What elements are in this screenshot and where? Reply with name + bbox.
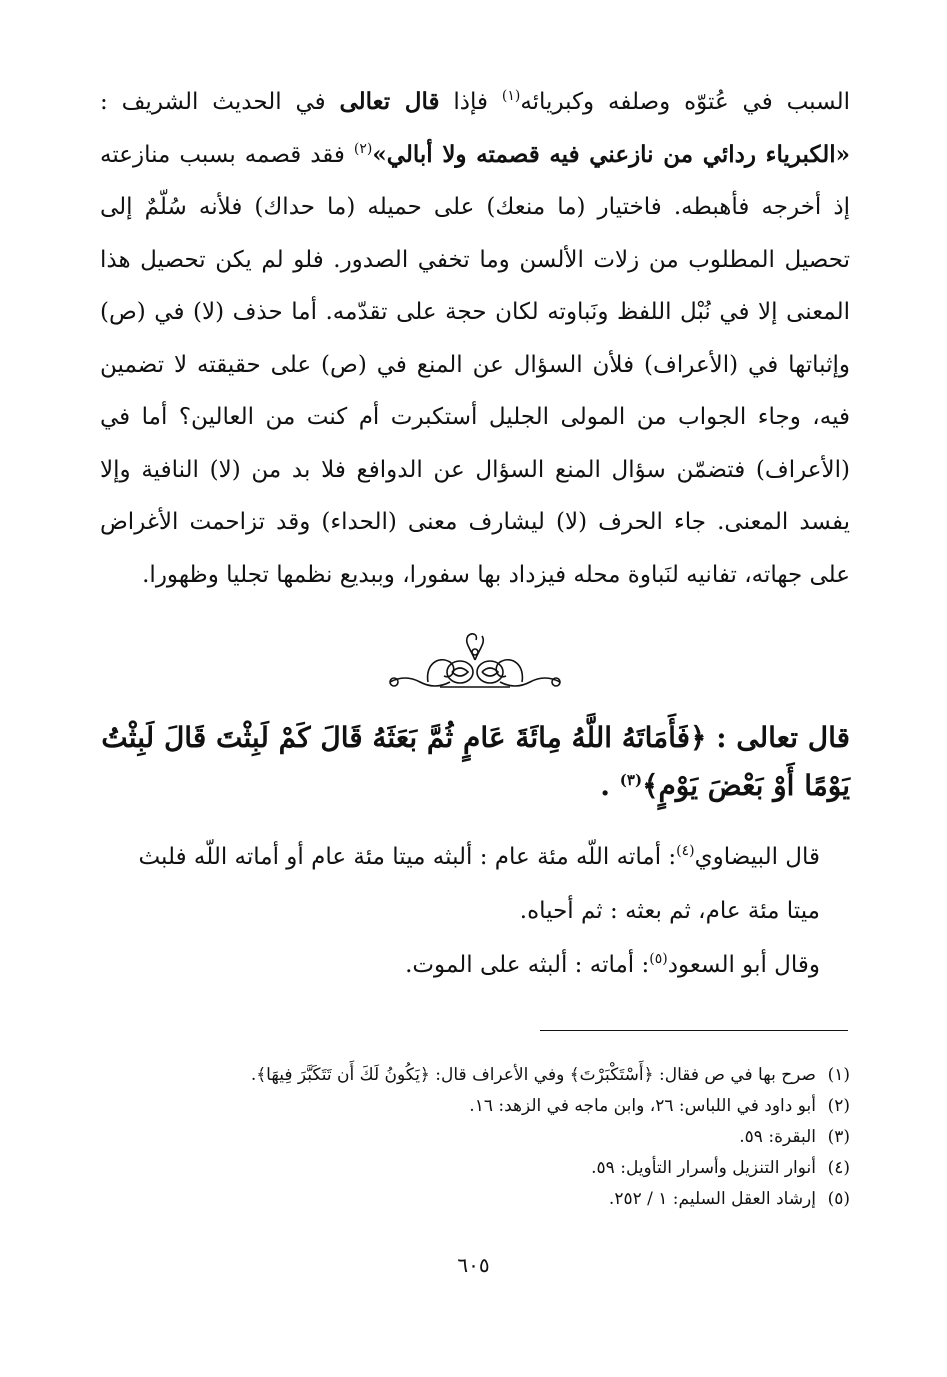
text-run: وقال أبو السعود (667, 952, 820, 978)
text-run: فإذا (439, 89, 502, 115)
footnotes-list (100, 1060, 850, 1215)
footnote-ref-3[interactable]: (٣) (619, 771, 643, 789)
paragraph-text (100, 76, 850, 601)
footnote-text: أنوار التنزيل وأسرار التأويل: ٥٩. (591, 1158, 816, 1178)
page-number: ٦٠٥ (457, 1253, 490, 1277)
verse-end: . (600, 769, 620, 802)
hadith-quote: «الكبرياء ردائي من نازعني فيه قصمته ولا أبالي» (372, 140, 850, 168)
verse-intro: قال تعالى : (706, 721, 850, 754)
main-paragraph (100, 76, 850, 601)
footnote-ref-1[interactable]: (١) (501, 88, 521, 104)
quran-verse-block (100, 714, 850, 810)
verse-text: ﴿فَأَمَاتَهُ اللَّهُ مِائَةَ عَامٍ ثُمَّ بَعَثَهُ قَالَ كَمْ لَبِثْتَ قَالَ لَبِثْتُ يَوْمًا أَوْ بَعْضَ يَوْمٍ﴾ (101, 721, 850, 802)
footnote-number: (٢) (827, 1096, 850, 1116)
footnote-item (100, 1060, 850, 1091)
footnote-number: (١) (827, 1065, 850, 1085)
footnote-number: (٤) (827, 1158, 850, 1178)
footnote-text: البقرة: ٥٩. (739, 1127, 816, 1147)
commentary-baydawi (100, 830, 850, 938)
text-run: : أماته : ألبثه على الموت. (405, 952, 650, 978)
footnote-ref-2[interactable]: (٢) (353, 140, 373, 157)
footnote-item (100, 1184, 850, 1215)
bold-phrase: قال تعالى (339, 88, 440, 115)
text-run: في الحديث الشريف : (100, 89, 340, 115)
ornament-divider-icon (380, 630, 570, 694)
text-run: قال البيضاوي (694, 844, 820, 870)
footnote-number: (٥) (827, 1189, 850, 1209)
footnote-ref-5[interactable]: (٥) (649, 951, 668, 967)
footnote-item (100, 1153, 850, 1184)
footnote-divider (540, 1030, 848, 1031)
footnote-ref-4[interactable]: (٤) (676, 843, 695, 859)
text-run: السبب في عُتوّه وصلفه وكبريائه (520, 89, 851, 115)
text-run: فقد قصمه بسبب منازعته إذ أخرجه فأهبطه. فاختيار (ما منعك) على حميله (ما حداك) فلأنه سُلّمٌ إلى تحصيل المطلوب من زلات الألسن وما تخفي الصدور. فلو لم يكن تحصيل هذا المعنى إلا في نُبْل اللفظ ونَباوته لكان حجة على تقدّمه. أما حذف (لا) في (ص) وإثباتها في (الأعراف) فلأن السؤال عن المنع في (ص) على حقيقته لا تضمين فيه، وجاء الجواب من المولى الجليل أستكبرت أم كنت من العالين؟ أما في (الأعراف) فتضمّن سؤال المنع السؤال عن الدوافع فلا بد من (لا) النافية وإلا يفسد المعنى. جاء الحرف (لا) ليشارف معنى (الحداء) وقد تزاحمت الأغراض على جهاته، تفانيه لنَباوة محله فيزداد بها سفورا، وببديع نظمها تجليا وظهورا. (100, 141, 850, 588)
footnote-text: إرشاد العقل السليم: ١ / ٢٥٢. (608, 1189, 816, 1209)
commentary-abu-saud (100, 938, 850, 992)
commentary-block (100, 830, 850, 992)
footnote-text: صرح بها في ص فقال: ﴿أَسْتَكْبَرْتَ﴾ وفي الأعراف قال: ﴿يَكُونُ لَكَ أَن تَتَكَبَّرَ فِيهَا﴾. (250, 1065, 816, 1085)
footnote-item (100, 1091, 850, 1122)
footnote-number: (٣) (827, 1127, 850, 1147)
footnote-text: أبو داود في اللباس: ٢٦، وابن ماجه في الزهد: ١٦. (469, 1096, 816, 1116)
text-run: : أماته اللّه مئة عام : ألبثه ميتا مئة عام أو أماته اللّه فلبث ميتا مئة عام، ثم بعثه : ثم أحياه. (138, 844, 820, 924)
footnote-item (100, 1122, 850, 1153)
